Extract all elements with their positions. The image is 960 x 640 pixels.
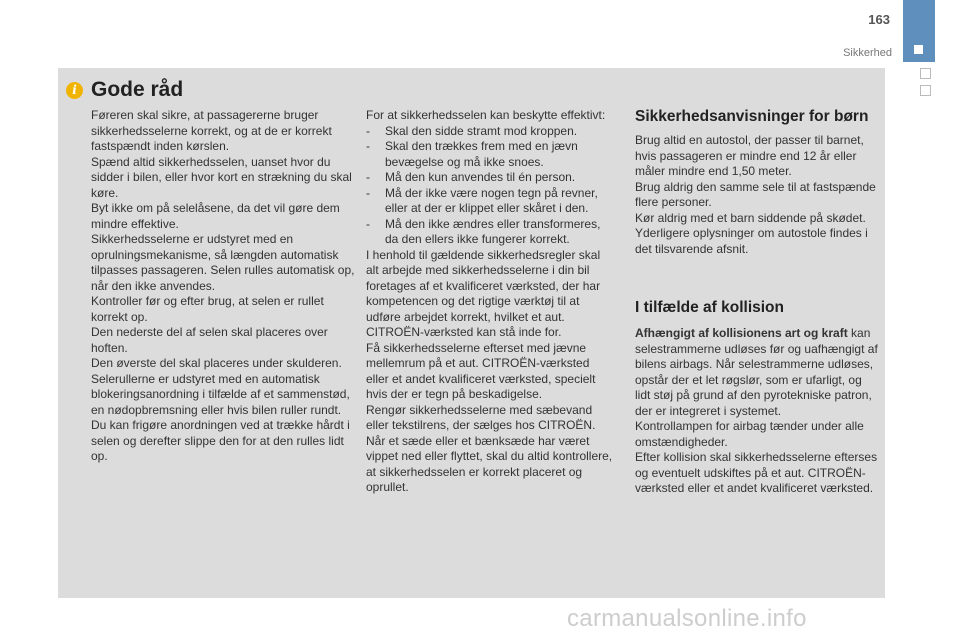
paragraph: Brug aldrig den samme sele til at fastspænde flere personer. bbox=[635, 179, 876, 209]
paragraph: Kontroller før og efter brug, at selen er rullet korrekt op. bbox=[91, 294, 324, 324]
paragraph: I henhold til gældende sikkerhedsregler skal alt arbejde med sikkerhedsselerne i din bil foretages af et kvalificeret værksted, der har kompetencen og det rigtige værktøj til at udføre arbejdet korrekt, hvilket et aut. CITROËN-værksted kan stå inde for. bbox=[366, 247, 601, 339]
paragraph: Spænd altid sikkerhedsselen, uanset hvor du sidder i bilen, eller hvor kort en strækning du skal køre. bbox=[91, 154, 352, 200]
list-item: - Må den kun anvendes til én person. bbox=[366, 170, 576, 184]
intro-text: For at sikkerhedsselen kan beskytte effektivt: bbox=[366, 108, 606, 122]
section-label: Sikkerhed bbox=[843, 47, 892, 59]
section-marker bbox=[914, 45, 923, 54]
list-item: - Må der ikke være nogen tegn på revner, eller at der er klippet eller skåret i den. bbox=[366, 185, 598, 215]
heading-collision: I tilfælde af kollision bbox=[635, 299, 784, 316]
column-2 bbox=[366, 108, 614, 496]
paragraph: Byt ikke om på selelåsene, da det vil gøre dem mindre effektive. bbox=[91, 201, 340, 231]
list-item: - Må den ikke ændres eller transformeres, da den ellers ikke fungerer korrekt. bbox=[366, 216, 601, 246]
watermark: carmanualsonline.info bbox=[567, 605, 807, 632]
paragraph: Sikkerhedsselerne er udstyret med en oprulningsmekanisme, så længden automatisk tilpasses passageren. Selen rulles automatisk op, når den ikke anvendes. bbox=[91, 232, 355, 293]
paragraph: Kontrollampen for airbag tænder under alle omstændigheder. bbox=[635, 419, 864, 449]
info-icon: i bbox=[66, 82, 83, 99]
paragraph: Rengør sikkerhedsselerne med sæbevand eller tekstilrens, der sælges hos CITROËN. bbox=[366, 402, 596, 432]
nav-square-1 bbox=[920, 68, 931, 79]
paragraph: Føreren skal sikre, at passagererne bruger sikkerhedsselerne korrekt, og at de er korrekt fastspændt inden kørslen. bbox=[91, 108, 332, 153]
paragraph: Når et sæde eller et bænksæde har været vippet ned eller flyttet, skal du altid kontrollere, at sikkerhedsselen er korrekt placeret og oprullet. bbox=[366, 433, 613, 494]
heading-child-safety: Sikkerhedsanvisninger for børn bbox=[635, 108, 869, 125]
paragraph: Afhængigt af kollisionens art og kraft kan selestrammerne udløses før og uafhængigt af bilens airbags. Når selestrammerne udløses, opstår der et let røgslør, som er ufarligt, og lidt støj på grund af den pyrotekniske patron, der er integreret i systemet. bbox=[635, 326, 878, 418]
paragraph: Selerullerne er udstyret med en automatisk blokeringsanordning i tilfælde af et sammenstød, en nødopbremsning eller hvis bilen ruller rundt. Du kan frigøre anordningen ved at trække hårdt i selen og derefter slippe den for at den rulles lidt op. bbox=[91, 371, 350, 463]
list-item: - Skal den sidde stramt mod kroppen. bbox=[366, 123, 578, 138]
page-number: 163 bbox=[868, 12, 890, 27]
bold-lead: Afhængigt af kollisionens art og kraft bbox=[635, 326, 848, 340]
paragraph: Få sikkerhedsselerne efterset med jævne mellemrum på et aut. CITROËN-værksted eller et andet kvalificeret værksted, specielt hvis der er tegn på beskadigelse. bbox=[366, 340, 596, 401]
paragraph: Efter kollision skal sikkerhedsselerne efterses og eventuelt udskiftes på et aut. CITROËN-værksted eller et andet kvalificeret værksted. bbox=[635, 450, 878, 495]
paragraph: Den øverste del skal placeres under skulderen. bbox=[91, 356, 342, 370]
paragraph: Kør aldrig med et barn siddende på skødet. bbox=[635, 210, 866, 225]
nav-square-2 bbox=[920, 85, 931, 96]
paragraph: Brug altid en autostol, der passer til barnet, hvis passageren er mindre end 12 år eller måler mindre end 1,50 meter. bbox=[635, 133, 864, 178]
column-3 bbox=[635, 108, 880, 497]
paragraph: Den nederste del af selen skal placeres over hoften. bbox=[91, 325, 328, 355]
column-1 bbox=[91, 108, 356, 465]
section-tab bbox=[903, 0, 935, 62]
paragraph: Yderligere oplysninger om autostole findes i det tilsvarende afsnit. bbox=[635, 226, 868, 256]
panel-title: Gode råd bbox=[91, 78, 184, 101]
list-item: - Skal den trækkes frem med en jævn bevægelse og må ikke snoes. bbox=[366, 139, 578, 169]
